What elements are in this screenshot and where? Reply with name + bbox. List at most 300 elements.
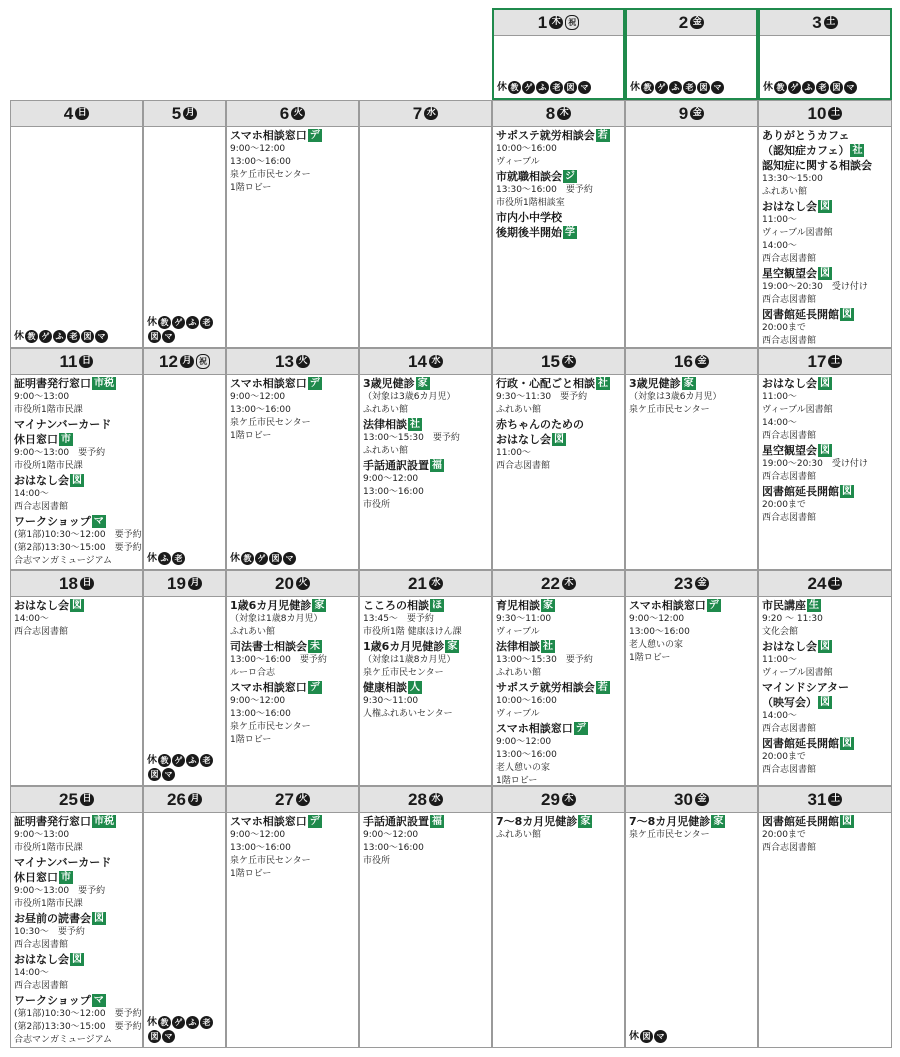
event-detail: ヴィーブル: [496, 709, 540, 719]
event-detail: 13:00〜16:00: [230, 709, 291, 719]
day-events: [11, 597, 142, 640]
event-title: [14, 432, 139, 447]
day-cell: [492, 8, 625, 100]
event-detail: (第1部)10:30〜12:00 要予約: [14, 1009, 142, 1019]
event-detail: 9:30〜11:30 要予約: [496, 392, 588, 402]
closed-facilities: [630, 81, 724, 95]
event-title: [762, 484, 888, 499]
event-title-text: 7〜8カ月児健診: [496, 815, 578, 828]
weekday-badge: 土: [828, 793, 842, 806]
category-tag: 図: [72, 954, 82, 965]
event-detail: ルーロ合志: [230, 668, 276, 678]
weekday-badge: 木: [549, 16, 563, 29]
event-title-text: 法律相談: [363, 418, 407, 431]
closed-label: 休: [147, 1017, 157, 1028]
event-detail: 14:00〜: [762, 711, 797, 721]
closed-label: 休: [763, 82, 773, 93]
event-detail: 1階ロビー: [230, 869, 272, 879]
event-detail: 市役所1階市民課: [14, 899, 83, 909]
day-cell: [143, 786, 226, 1048]
day-cell: [758, 786, 892, 1048]
category-tag: ジ: [565, 171, 575, 182]
weekday-badge: 火: [296, 793, 310, 806]
event-detail: 13:00〜15:30 要予約: [496, 655, 593, 665]
category-tag: 図: [842, 486, 852, 497]
day-events: [626, 127, 757, 129]
event-detail: 泉ケ丘市民センター: [230, 722, 311, 732]
day-header: [626, 571, 757, 597]
day-number: 5: [171, 103, 182, 123]
closed-facility-icon: 図: [81, 330, 94, 343]
category-tag: 図: [842, 816, 852, 827]
closed-facility-icon: マ: [162, 768, 175, 781]
day-cell: [625, 8, 758, 100]
day-events: [11, 127, 142, 129]
event-title-text: マイナンバーカード: [14, 418, 112, 431]
day-cell: [625, 100, 758, 348]
event-title: [762, 128, 888, 143]
weekday-badge: 水: [429, 577, 443, 590]
event-title-text: サポステ就労相談会: [496, 129, 595, 142]
day-header: [11, 787, 142, 813]
event-title-text: 図書館延長開館: [762, 485, 839, 498]
closed-facilities: [763, 81, 857, 95]
event-detail: 9:00〜12:00: [363, 830, 419, 840]
day-header: [759, 787, 891, 813]
closed-facility-icon: 老: [200, 316, 213, 329]
event-detail: 泉ケ丘市民センター: [363, 668, 444, 678]
closed-facility-icon: 老: [683, 81, 696, 94]
day-header: [493, 101, 624, 127]
day-events: [493, 597, 624, 786]
day-events: [144, 375, 225, 377]
event-detail: 1階ロビー: [629, 653, 671, 663]
event-detail: 9:00〜13:00: [14, 830, 70, 840]
category-tag: 家: [683, 378, 694, 389]
closed-facility-icon: ふ: [186, 316, 199, 329]
closed-facility-icon: ゲ: [39, 330, 52, 343]
event-detail: 西合志図書館: [762, 254, 817, 264]
day-events: [227, 597, 358, 748]
day-cell: [226, 786, 359, 1048]
event-detail: 19:00〜20:30 受け付け: [762, 459, 868, 469]
event-detail: 市役所1階市民課: [14, 405, 83, 415]
event-detail: （対象は3歳6カ月児）: [363, 392, 456, 402]
day-number: 26: [167, 789, 186, 809]
event-detail: 9:00〜12:00: [230, 144, 286, 154]
day-header: [144, 571, 225, 597]
closed-label: 休: [629, 1031, 639, 1042]
weekday-badge: 金: [690, 16, 704, 29]
closed-label: 休: [630, 82, 640, 93]
closed-label: 休: [147, 553, 157, 564]
event-title-text: 証明書発行窓口: [14, 377, 91, 390]
day-header: [227, 101, 358, 127]
event-title: [230, 639, 355, 654]
event-detail: 13:30〜16:00 要予約: [496, 185, 593, 195]
event-title: [762, 443, 888, 458]
event-detail: 9:00〜12:00: [363, 474, 419, 484]
holiday-badge: 祝: [196, 354, 210, 369]
event-detail: 13:00〜16:00: [363, 843, 424, 853]
day-header: [144, 349, 225, 375]
event-title: [363, 639, 488, 654]
calendar-grid: [10, 8, 892, 1048]
day-events: [227, 375, 358, 444]
event-detail: 20:00まで: [762, 323, 806, 333]
event-detail: 19:00〜20:30 受け付け: [762, 282, 868, 292]
closed-facility-icon: 教: [508, 81, 521, 94]
event-detail: 13:00〜16:00: [230, 843, 291, 853]
closed-facilities: [14, 330, 108, 344]
event-title-text: おはなし会: [14, 599, 69, 612]
event-detail: 9:00〜13:00: [14, 392, 70, 402]
event-detail: ふれあい館: [762, 187, 808, 197]
event-detail: 西合志図書館: [762, 513, 817, 523]
event-title-text: スマホ相談窓口: [230, 377, 307, 390]
closed-facilities: [147, 1016, 217, 1044]
category-tag: デ: [309, 130, 320, 141]
event-detail: （対象は3歳6カ月児）: [629, 392, 722, 402]
event-title-text: 星空観望会: [762, 444, 817, 457]
event-title: [762, 814, 888, 829]
day-number: 18: [59, 573, 78, 593]
event-title: [496, 598, 621, 613]
day-events: [493, 375, 624, 474]
event-detail: 1階ロビー: [230, 183, 272, 193]
event-detail: 西合志図書館: [762, 724, 817, 734]
event-detail: 14:00〜: [762, 241, 797, 251]
closed-label: 休: [497, 82, 507, 93]
day-number: 25: [59, 789, 78, 809]
event-title-text: ワークショップ: [14, 515, 91, 528]
event-detail: (第2部)13:30〜15:00 要予約: [14, 1022, 142, 1032]
day-number: 22: [541, 573, 560, 593]
event-title-text: スマホ相談窓口: [230, 815, 307, 828]
event-title: [363, 598, 488, 613]
day-number: 21: [408, 573, 427, 593]
day-events: [759, 813, 891, 856]
day-header: [144, 101, 225, 127]
event-detail: 1階ロビー: [230, 735, 272, 745]
event-title-text: おはなし会: [762, 377, 817, 390]
day-cell: [10, 100, 143, 348]
day-cell: [758, 8, 892, 100]
event-detail: (第1部)10:30〜12:00 要予約: [14, 530, 142, 540]
category-tag: 家: [447, 641, 458, 652]
event-title: [230, 680, 355, 695]
event-title-text: スマホ相談窓口: [230, 681, 307, 694]
event-title: [629, 376, 754, 391]
event-title: [14, 376, 139, 391]
event-title: [14, 855, 139, 870]
day-cell: [625, 570, 758, 786]
day-number: 28: [408, 789, 427, 809]
day-header: [360, 349, 491, 375]
event-detail: 西合志図書館: [762, 431, 817, 441]
day-events: [494, 36, 623, 38]
event-detail: 文化会館: [762, 627, 799, 637]
event-detail: 市役所: [363, 856, 391, 866]
event-detail: 13:30〜15:00: [762, 174, 823, 184]
closed-facility-icon: 教: [774, 81, 787, 94]
closed-facility-icon: ふ: [802, 81, 815, 94]
day-number: 1: [537, 12, 548, 32]
category-tag: 図: [820, 378, 830, 389]
day-header: [626, 101, 757, 127]
day-header: [626, 349, 757, 375]
event-title: [762, 158, 888, 173]
closed-facility-icon: 教: [641, 81, 654, 94]
closed-label: 休: [147, 755, 157, 766]
event-detail: 合志マンガミュージアム: [14, 556, 113, 566]
day-events: [627, 36, 756, 38]
event-title: [14, 514, 139, 529]
weekday-badge: 月: [188, 793, 202, 806]
event-detail: 13:00〜16:00: [629, 627, 690, 637]
event-detail: 20:00まで: [762, 752, 806, 762]
event-detail: 市役所1階市民課: [14, 461, 83, 471]
event-title: [496, 169, 621, 184]
category-tag: 家: [580, 816, 591, 827]
event-title-text: おはなし会: [14, 474, 69, 487]
category-tag: 図: [94, 913, 104, 924]
weekday-badge: 日: [80, 793, 94, 806]
day-number: 4: [63, 103, 74, 123]
closed-facilities: [147, 552, 217, 566]
weekday-badge: 金: [695, 577, 709, 590]
day-events: [144, 597, 225, 599]
day-cell: [492, 348, 625, 570]
weekday-badge: 日: [80, 577, 94, 590]
day-events: [626, 375, 757, 418]
event-title: [363, 458, 488, 473]
day-number: 29: [541, 789, 560, 809]
event-title-text: 赤ちゃんのための: [496, 418, 584, 431]
day-events: [227, 813, 358, 882]
category-tag: 図: [820, 445, 830, 456]
category-tag: 図: [820, 697, 830, 708]
event-detail: 9:30〜11:00: [363, 696, 419, 706]
event-title-text: 健康相談: [363, 681, 407, 694]
day-header: [227, 571, 358, 597]
closed-facility-icon: 老: [172, 552, 185, 565]
day-events: [360, 813, 491, 869]
day-number: 6: [279, 103, 290, 123]
closed-facility-icon: 図: [830, 81, 843, 94]
day-cell: [359, 570, 492, 786]
day-number: 16: [674, 351, 693, 371]
event-title-text: 司法書士相談会: [230, 640, 307, 653]
weekday-badge: 水: [424, 107, 438, 120]
event-detail: 9:00〜13:00 要予約: [14, 886, 106, 896]
category-tag: デ: [309, 378, 320, 389]
day-number: 27: [275, 789, 294, 809]
closed-facility-icon: マ: [283, 552, 296, 565]
event-detail: 9:00〜12:00: [496, 737, 552, 747]
day-header: [360, 787, 491, 813]
weekday-badge: 日: [79, 355, 93, 368]
event-title: [14, 473, 139, 488]
day-cell: [492, 100, 625, 348]
weekday-badge: 火: [291, 107, 305, 120]
event-title-text: 1歳6カ月児健診: [230, 599, 312, 612]
weekday-badge: 火: [296, 355, 310, 368]
event-title-text: 7〜8カ月児健診: [629, 815, 711, 828]
event-title: [14, 417, 139, 432]
event-detail: 泉ケ丘市民センター: [629, 405, 710, 415]
event-detail: 9:00〜12:00: [230, 696, 286, 706]
closed-facility-icon: 図: [269, 552, 282, 565]
event-detail: 西合志図書館: [14, 981, 69, 991]
weekday-badge: 水: [429, 355, 443, 368]
event-detail: 10:00〜16:00: [496, 696, 557, 706]
event-detail: 人権ふれあいセンター: [363, 709, 453, 719]
weekday-badge: 金: [695, 793, 709, 806]
event-title-text: お昼前の読書会: [14, 912, 91, 925]
event-title: [496, 128, 621, 143]
closed-facilities: [147, 316, 217, 344]
event-title: [230, 598, 355, 613]
event-title-text: 1歳6カ月児健診: [363, 640, 445, 653]
category-tag: マ: [93, 995, 104, 1006]
event-title-text: 法律相談: [496, 640, 540, 653]
day-header: [759, 101, 891, 127]
event-detail: ふれあい館: [496, 405, 542, 415]
event-detail: 13:00〜16:00: [230, 157, 291, 167]
event-detail: 泉ケ丘市民センター: [230, 418, 311, 428]
event-title: [496, 417, 621, 432]
weekday-badge: 月: [180, 355, 194, 368]
event-detail: 14:00〜: [14, 614, 49, 624]
event-title-text: 3歳児健診: [629, 377, 681, 390]
closed-facility-icon: 教: [158, 1016, 171, 1029]
event-detail: 14:00〜: [14, 968, 49, 978]
day-header: [11, 101, 142, 127]
closed-facility-icon: ゲ: [522, 81, 535, 94]
category-tag: 福: [432, 460, 442, 471]
event-title: [230, 376, 355, 391]
event-title: [762, 199, 888, 214]
category-tag: 家: [314, 600, 325, 611]
category-tag: 家: [543, 600, 553, 611]
event-detail: ふれあい館: [496, 830, 542, 840]
event-title: [363, 680, 488, 695]
event-detail: ヴィーブル図書館: [762, 668, 833, 678]
day-events: [759, 375, 891, 526]
event-title: [762, 307, 888, 322]
event-detail: 11:00〜: [496, 448, 531, 458]
category-tag: 市税: [94, 378, 114, 389]
closed-facility-icon: 老: [67, 330, 80, 343]
event-detail: 老人憩いの家: [629, 640, 684, 650]
day-header: [493, 349, 624, 375]
event-detail: 9:00〜13:00 要予約: [14, 448, 106, 458]
day-number: 7: [412, 103, 423, 123]
event-detail: 1階ロビー: [230, 431, 272, 441]
closed-label: 休: [147, 317, 157, 328]
day-events: [493, 813, 624, 843]
weekday-badge: 木: [562, 793, 576, 806]
day-cell: [359, 786, 492, 1048]
category-tag: 若: [597, 130, 608, 141]
event-detail: 市役所1階相談室: [496, 198, 565, 208]
day-number: 19: [167, 573, 186, 593]
event-detail: ヴィーブル図書館: [762, 228, 833, 238]
event-title: [496, 639, 621, 654]
event-title-text: 休日窓口: [14, 433, 58, 446]
event-title: [14, 911, 139, 926]
event-detail: 9:20 〜 11:30: [762, 614, 823, 624]
event-detail: ヴィーブル: [496, 157, 540, 167]
day-number: 8: [545, 103, 556, 123]
event-detail: ふれあい館: [363, 446, 409, 456]
event-detail: 老人憩いの家: [496, 763, 551, 773]
category-tag: マ: [93, 516, 104, 527]
event-detail: 13:00〜16:00: [496, 750, 557, 760]
closed-facility-icon: マ: [162, 330, 175, 343]
day-number: 13: [275, 351, 294, 371]
day-events: [227, 127, 358, 196]
event-detail: (第2部)13:30〜15:00 要予約: [14, 543, 142, 553]
weekday-badge: 土: [828, 577, 842, 590]
event-title-text: おはなし会: [762, 640, 817, 653]
event-title: [496, 432, 621, 447]
category-tag: デ: [309, 682, 320, 693]
category-tag: 市税: [94, 816, 114, 827]
closed-facilities: [629, 1030, 667, 1044]
holiday-badge: 祝: [565, 15, 579, 30]
day-number: 30: [674, 789, 693, 809]
event-detail: ふれあい館: [363, 405, 409, 415]
day-number: 11: [59, 351, 78, 371]
closed-facility-icon: マ: [654, 1030, 667, 1043]
event-detail: 9:00〜12:00: [629, 614, 685, 624]
event-detail: ヴィーブル図書館: [762, 405, 833, 415]
category-tag: 未: [310, 641, 320, 652]
day-cell: [625, 786, 758, 1048]
event-title: [762, 695, 888, 710]
event-title-text: 図書館延長開館: [762, 815, 839, 828]
category-tag: ほ: [432, 600, 442, 611]
category-tag: 人: [410, 682, 420, 693]
event-title-text: 市内小中学校: [496, 211, 562, 224]
day-number: 9: [678, 103, 689, 123]
day-header: [227, 349, 358, 375]
day-number: 10: [807, 103, 827, 123]
event-detail: 20:00まで: [762, 500, 806, 510]
event-title-text: （認知症カフェ）: [762, 144, 850, 157]
closed-facility-icon: 老: [816, 81, 829, 94]
event-title: [230, 814, 355, 829]
day-number: 2: [678, 12, 689, 32]
day-header: [759, 571, 891, 597]
closed-facility-icon: 図: [564, 81, 577, 94]
weekday-badge: 土: [828, 355, 842, 368]
closed-facility-icon: ゲ: [172, 316, 185, 329]
day-events: [759, 127, 891, 348]
day-cell: [758, 570, 892, 786]
weekday-badge: 木: [562, 355, 576, 368]
closed-facility-icon: ゲ: [172, 754, 185, 767]
day-header: [493, 571, 624, 597]
event-title-text: 育児相談: [496, 599, 540, 612]
event-detail: 13:00〜15:30 要予約: [363, 433, 460, 443]
event-title-text: 3歳児健診: [363, 377, 415, 390]
event-title-text: 後期後半開始: [496, 226, 562, 239]
event-detail: （対象は1歳8カ月児）: [230, 614, 323, 624]
closed-facility-icon: 教: [158, 754, 171, 767]
